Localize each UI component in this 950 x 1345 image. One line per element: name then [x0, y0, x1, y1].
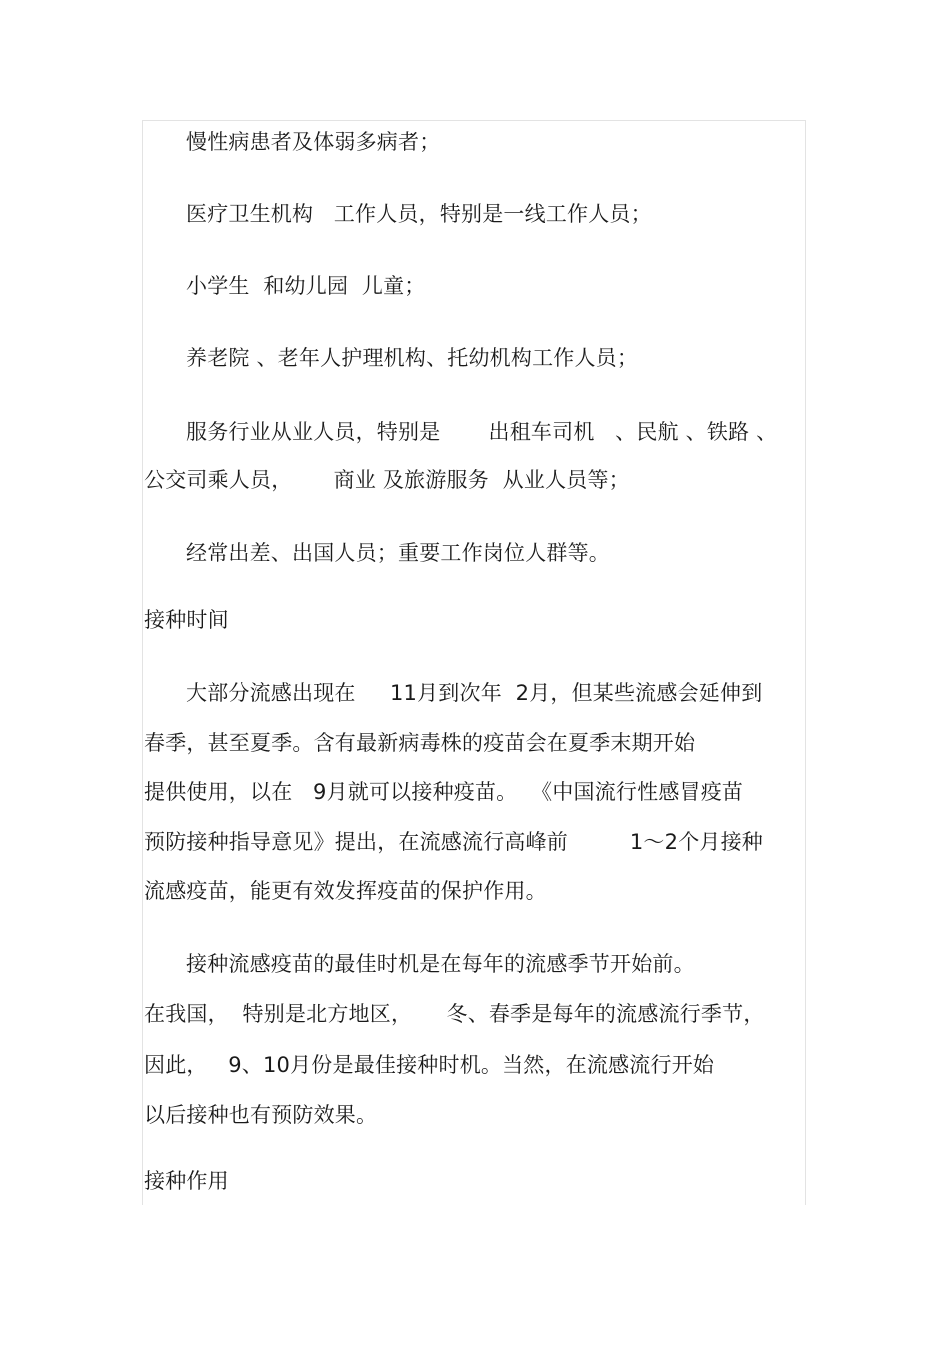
text-line-17: 以后接种也有预防效果。 [144, 1103, 378, 1127]
section-heading-vaccination-time: 接种时间 [144, 608, 229, 632]
text-line-3: 小学生 和幼儿园 儿童； [186, 274, 426, 298]
text-line-11: 提供使用，以在 9月就可以接种疫苗。 《中国流行性感冒疫苗 [144, 780, 744, 804]
text-line-6: 公交司乘人员， 商业 及旅游服务 从业人员等； [144, 468, 630, 492]
text-line-1: 慢性病患者及体弱多病者； [186, 130, 441, 154]
text-line-12: 预防接种指导意见》提出，在流感流行高峰前 1～2个月接种 [144, 830, 763, 854]
section-heading-vaccination-effect: 接种作用 [144, 1169, 229, 1193]
text-line-9: 大部分流感出现在 11月到次年 2月，但某些流感会延伸到 [186, 681, 763, 705]
text-line-5: 服务行业从业人员，特别是 出租车司机 、民航 、铁路 、 [186, 420, 778, 444]
text-line-10: 春季，甚至夏季。含有最新病毒株的疫苗会在夏季末期开始 [144, 731, 696, 755]
text-line-15: 在我国， 特别是北方地区， 冬、春季是每年的流感流行季节， [144, 1002, 765, 1026]
text-line-14: 接种流感疫苗的最佳时机是在每年的流感季节开始前。 [186, 952, 695, 976]
text-line-16: 因此， 9、10月份是最佳接种时机。当然，在流感流行开始 [144, 1053, 715, 1077]
text-line-13: 流感疫苗，能更有效发挥疫苗的保护作用。 [144, 879, 547, 903]
text-line-2: 医疗卫生机构 工作人员，特别是一线工作人员； [186, 202, 652, 226]
text-line-7: 经常出差、出国人员；重要工作岗位人群等。 [186, 541, 610, 565]
text-line-4: 养老院 、老年人护理机构、托幼机构工作人员； [186, 346, 639, 370]
